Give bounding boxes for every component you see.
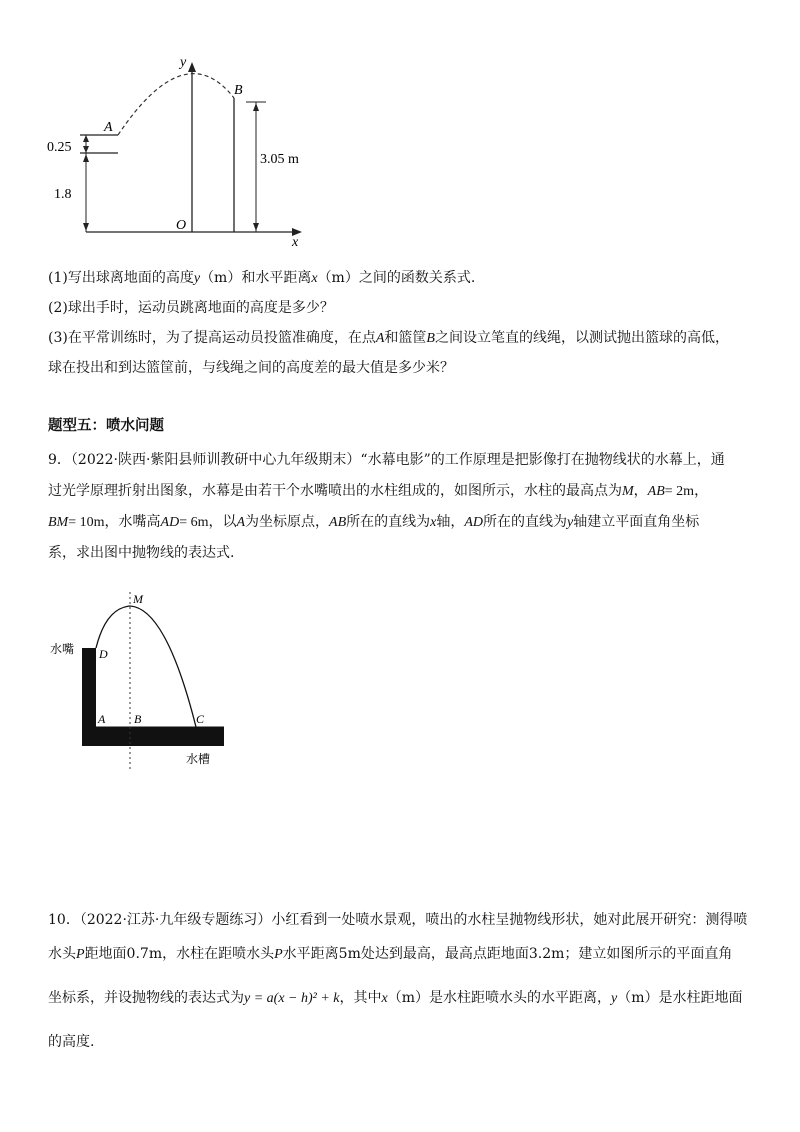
q9-line2-end: ， (694, 483, 709, 499)
q9-line2-text: 过光学原理折射出图象，水幕是由若干个水嘴喷出的水柱组成的，如图所示，水柱的最高点为 (48, 483, 622, 499)
var-p: P (76, 947, 85, 962)
nozzle-label: 水嘴 (50, 642, 75, 656)
q9-text-d: 所在的直线为 (346, 514, 431, 530)
tank-label: 水槽 (186, 752, 211, 766)
var-ad: AD (160, 515, 180, 530)
dim-18-arrow-up (83, 154, 89, 162)
var-p: P (274, 947, 283, 962)
q10-text-c: 水平距离5m处达到最高，最高点距地面3.2m；建立如图所示的平面直角 (282, 946, 733, 962)
point-b-label: B (134, 712, 142, 726)
section-title: 题型五：喷水问题 (48, 417, 164, 434)
var-x: x (430, 515, 437, 530)
q9-line4: 系，求出图中抛物线的表达式. (48, 545, 235, 561)
q10-text-b: 距地面0.7m，水柱在距喷水头 (84, 946, 275, 962)
q9-text-g: 轴建立平面直角坐标 (573, 514, 700, 530)
q8-part1-text-a: (1)写出球离地面的高度 (48, 270, 194, 286)
point-b-label: B (234, 83, 243, 98)
water-curtain-diagram (44, 586, 244, 776)
basketball-diagram (40, 50, 320, 250)
q9-text-f: 所在的直线为 (483, 514, 568, 530)
q10-text-d: 坐标系，并设抛物线的表达式为 (48, 990, 244, 1006)
var-a: A (236, 515, 246, 530)
q10-line3 (48, 988, 760, 1009)
q10-line1: 10．（2022·江苏·九年级专题练习）小红看到一处喷水景观，喷出的水柱呈抛物线形状，她对此展开研究：测得喷 (48, 912, 748, 928)
var-x: x (311, 271, 318, 286)
dim-305-arrow-up (253, 103, 259, 111)
point-d-label: D (99, 647, 108, 661)
var-y: y (611, 991, 618, 1006)
q8-part3 (48, 328, 760, 349)
q8-part2: (2)球出手时，运动员跳离地面的高度是多少？ (48, 300, 334, 316)
q10-text-a: 水头 (48, 946, 76, 962)
water-tank (82, 727, 224, 746)
ab-value: = 2m (664, 484, 695, 499)
q8-part1 (48, 268, 760, 289)
var-ab: AB (647, 484, 665, 499)
point-m-label: M (133, 592, 143, 606)
q8-part3-text-b: 和篮筐 (384, 330, 427, 346)
q8-part3-cont: 球在投出和到达篮筐前，与线绳之间的高度差的最大值是多少米？ (48, 360, 454, 376)
q8-part3-text-c: 之间设立笔直的线绳，以测试抛出篮球的高低， (434, 330, 729, 346)
q9-sep: ， (633, 483, 648, 499)
q9-line1: 9．（2022·陕西·紫阳县师训教研中心九年级期末）“水幕电影”的工作原理是把影像打在抛物线状的水幕上，通 (48, 452, 725, 468)
q9-text-a: ，水嘴高 (104, 514, 161, 530)
var-y: y (567, 515, 574, 530)
q9-text-e: 轴， (436, 514, 465, 530)
q10-line4: 的高度. (48, 1034, 95, 1050)
parabola-formula: y = a(x − h)² + k (244, 991, 340, 1006)
q10-text-f: （m）是水柱距喷水头的水平距离， (387, 990, 612, 1006)
height-18-label: 1.8 (54, 187, 72, 202)
var-y: y (193, 271, 201, 286)
var-bm: BM (48, 515, 69, 530)
var-b: B (426, 331, 435, 346)
q10-text-e: ，其中 (339, 990, 382, 1006)
var-a: A (375, 331, 385, 346)
q8-part1-text-b: （m）和水平距离 (200, 270, 312, 286)
height-305-label: 3.05 m (260, 152, 299, 167)
q9-text-b: ，以 (208, 514, 237, 530)
dim-18-arrow-down (83, 223, 89, 231)
bm-value: = 10m (68, 515, 105, 530)
y-axis-arrow (188, 62, 196, 72)
q9-line3 (48, 512, 760, 533)
dim-305-arrow-down (253, 223, 259, 231)
q8-part1-text-c: （m）之间的函数关系式. (317, 270, 476, 286)
y-axis-label: y (180, 55, 187, 70)
var-ab: AB (329, 515, 347, 530)
x-axis-label: x (292, 235, 299, 250)
water-curtain-figure (44, 586, 244, 776)
q9-line2 (48, 481, 760, 502)
q8-part3-text-a: (3)在平常训练时，为了提高运动员投篮准确度，在点 (48, 330, 376, 346)
q10-text-g: （m）是水柱距地面 (617, 990, 743, 1006)
water-parabola (96, 606, 196, 727)
point-a-label: A (104, 120, 113, 135)
point-a-label: A (98, 712, 106, 726)
var-m: M (622, 484, 634, 499)
dim-025-arrow-down (83, 146, 89, 153)
ball-trajectory (118, 74, 234, 135)
origin-label: O (176, 218, 187, 233)
q10-line2 (48, 944, 760, 965)
var-x: x (381, 991, 388, 1006)
basketball-figure (40, 50, 320, 250)
dim-025-arrow-up (83, 135, 89, 142)
q9-text-c: 为坐标原点， (245, 514, 330, 530)
var-ad: AD (464, 515, 484, 530)
height-025-label: 0.25 (47, 140, 72, 155)
ad-value: = 6m (179, 515, 209, 530)
point-c-label: C (196, 712, 205, 726)
